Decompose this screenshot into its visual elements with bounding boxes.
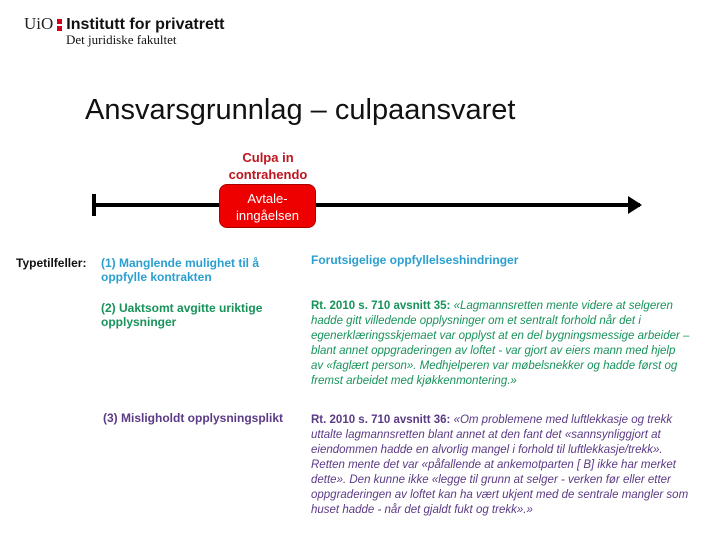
case-reference: Rt. 2010 s. 710 avsnitt 36: bbox=[311, 414, 451, 426]
case-2-quote bbox=[311, 299, 689, 389]
quote-line: «Om problemene med luftlekkasje og trekk bbox=[453, 414, 673, 426]
typetilfeller-label: Typetilfeller: bbox=[16, 256, 87, 270]
quote-line: Retten mente det var «påfallende at ankemotparten [ B] ikke har merket bbox=[311, 459, 677, 471]
institute-name: Institutt for privatrett bbox=[66, 16, 225, 33]
quote-line: uttalte lagmannsretten blant annet at den fant det «sannsynliggjort at bbox=[311, 429, 661, 441]
faculty-name: Det juridiske fakultet bbox=[66, 32, 177, 47]
culpa-label-line: Culpa in bbox=[242, 150, 294, 165]
quote-line: av «faglært person». Medhjelperen var møbelsnekker og hadde først og bbox=[311, 360, 678, 372]
quote-line: «Lagmannsretten mente videre at selgeren bbox=[453, 300, 673, 312]
quote-line: egenerklæringsskjemaet var opplyst at en del bygningsmessige arbeider – bbox=[311, 330, 690, 342]
arrow-right-icon bbox=[628, 196, 642, 214]
case-label-line: oppfylle kontrakten bbox=[101, 270, 212, 284]
case-3-label: (3) Misligholdt opplysningsplikt bbox=[103, 411, 283, 425]
slide-title: Ansvarsgrunnlag – culpaansvaret bbox=[85, 94, 516, 126]
quote-line: eiendommen hadde en alvorlig mangel i forhold til luftlekkasje/trekk». bbox=[311, 444, 663, 456]
quote-line: blant annet oppgraderingen av loftet - var gjort av eiers mann med hjelp bbox=[311, 345, 676, 357]
case-reference: Rt. 2010 s. 710 avsnitt 35: bbox=[311, 300, 451, 312]
quote-line: fremst arbeidet med kjøkkenmontering.» bbox=[311, 375, 517, 387]
quote-line: huset hadde - når det gjaldt fukt og trekk».» bbox=[311, 504, 533, 516]
uio-dots-icon bbox=[57, 17, 62, 33]
timeline-start-tick bbox=[92, 194, 96, 216]
event-line: Avtale- bbox=[247, 191, 288, 206]
case-1-label bbox=[101, 256, 259, 284]
culpa-label bbox=[218, 149, 318, 183]
contract-event-box bbox=[219, 184, 316, 228]
institute-logo bbox=[24, 14, 225, 48]
case-3-quote bbox=[311, 413, 688, 518]
case-1-description: Forutsigelige oppfyllelseshindringer bbox=[311, 253, 519, 267]
culpa-label-line: contrahendo bbox=[228, 167, 308, 182]
case-2-label bbox=[101, 301, 262, 329]
quote-line: dette». Den kunne ikke «legge til grunn at selger - verken før eller etter bbox=[311, 474, 671, 486]
event-line: inngåelsen bbox=[236, 208, 299, 223]
case-label-line: (2) Uaktsomt avgitte uriktige bbox=[101, 301, 263, 315]
quote-line: hadde gitt villedende opplysninger om et sentralt forhold når det i bbox=[311, 315, 641, 327]
uio-logo-text: UiO bbox=[24, 14, 54, 33]
case-label-line: opplysninger bbox=[101, 315, 177, 329]
quote-line: oppgraderingen av loftet kan ha vært ukjent med de sentrale mangler som bbox=[311, 489, 689, 501]
timeline-line bbox=[92, 203, 640, 207]
case-label-line: (1) Manglende mulighet til å bbox=[101, 256, 260, 270]
